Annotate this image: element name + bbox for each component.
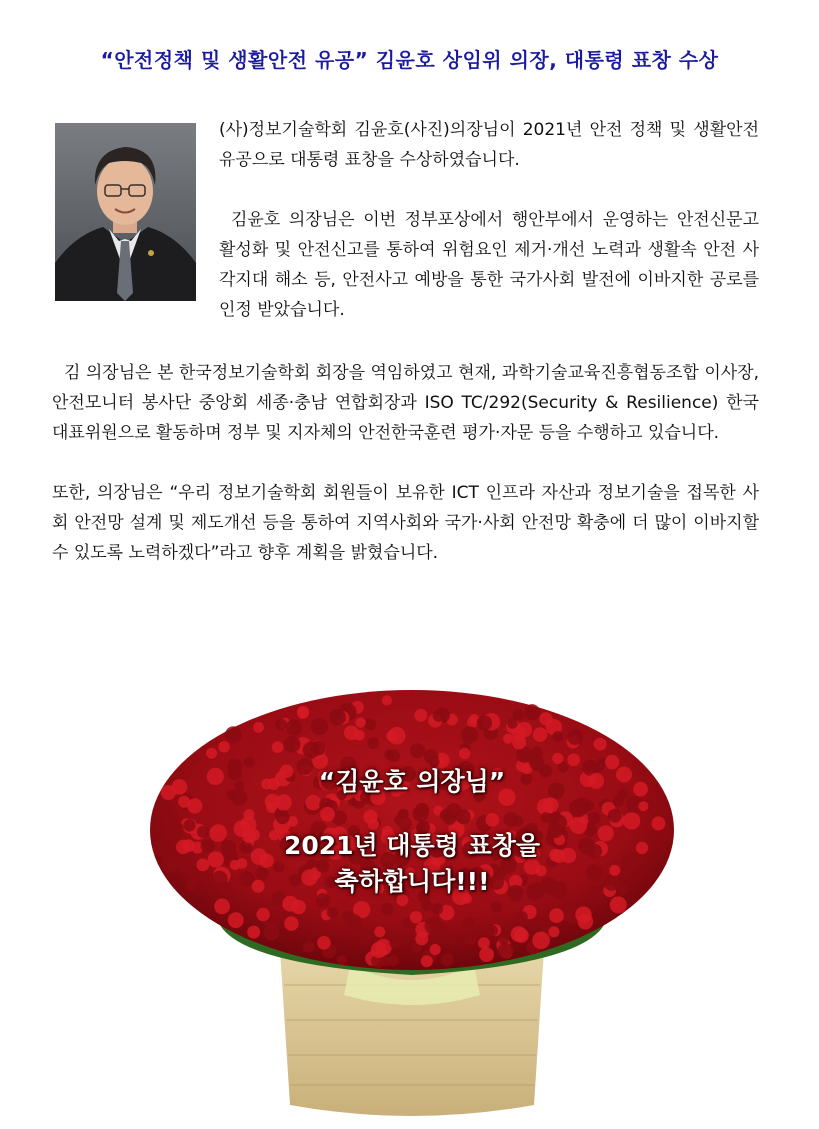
- congrats-award: 2021년 대통령 표창을: [283, 831, 541, 860]
- achievement-paragraph: 김윤호 의장님은 이번 정부포상에서 행안부에서 운영하는 안전신문고 활성화 및 안전신고를 통하여 위험요인 제거·개선 노력과 생활속 안전 사각지대 해소 등, 안전사고 예방을 통한 국가사회 발전에 이바지한 공로를 인정 받았습니다.: [219, 210, 759, 320]
- congrats-name: “김윤호 의장님”: [318, 767, 506, 796]
- quote-paragraph: 또한, 의장님은 “우리 정보기술학회 회원들이 보유한 ICT 인프라 자산과 정보기술을 접목한 사회 안전망 설계 및 제도개선 등을 통하여 지역사회와 국가·사회 안전망 확충에 더 많이 이바지할 수 있도록 노력하겠다”라고 향후 계획을 밝혔습니다.: [52, 483, 759, 563]
- career-paragraph: 김 의장님은 본 한국정보기술학회 회장을 역임하였고 현재, 과학기술교육진흥협동조합 이사장, 안전모니터 봉사단 중앙회 세종·충남 연합회장과 ISO TC/292(Security & Resilience) 한국 대표위원으로 활동하며 정부 및 지자체의 안전한국훈련 평가·자문 등을 수행하고 있습니다.: [52, 363, 759, 443]
- congrats-cheer: 축하합니다!!!: [334, 867, 490, 896]
- portrait-photo: [55, 123, 196, 301]
- intro-paragraph: (사)정보기술학회 김윤호(사진)의장님이 2021년 안전 정책 및 생활안전 유공으로 대통령 표창을 수상하였습니다.: [219, 120, 759, 170]
- document-title: “안전정책 및 생활안전 유공” 김윤호 상임위 의장, 대통령 표창 수상: [100, 48, 719, 72]
